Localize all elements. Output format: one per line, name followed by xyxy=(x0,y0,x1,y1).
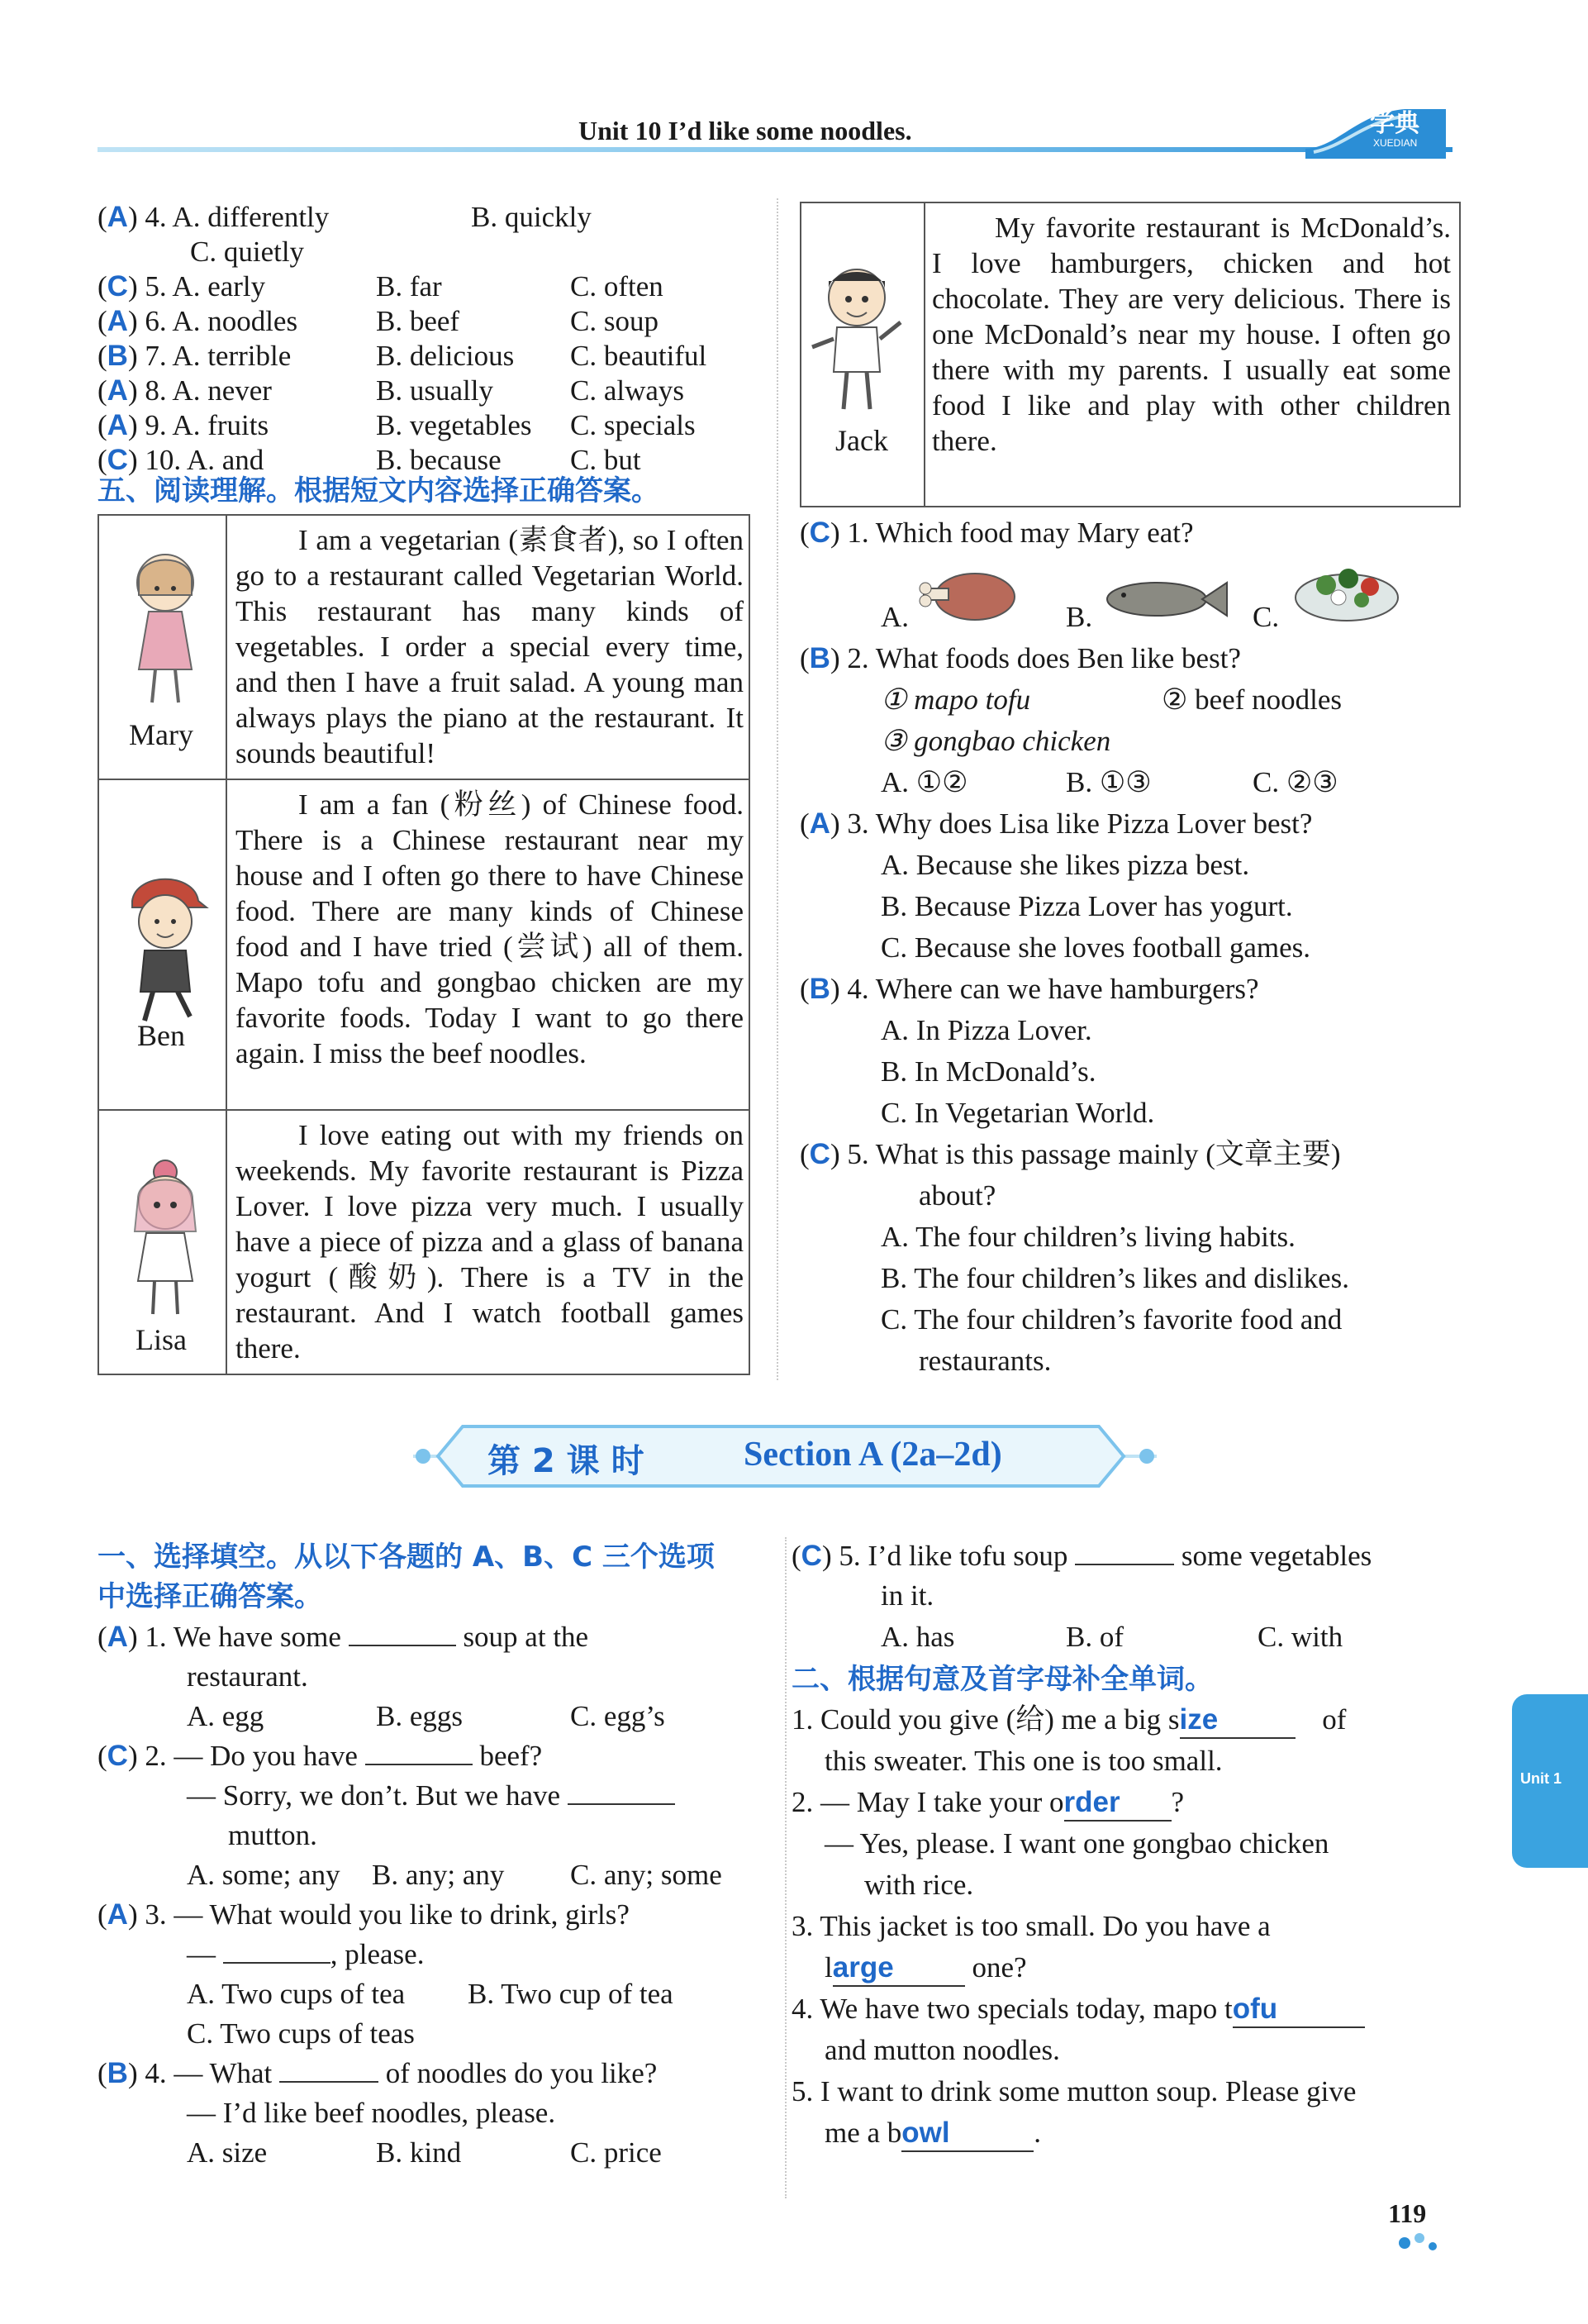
cloze-item-5-c: C. often xyxy=(570,270,663,302)
fill-q3-line2: large one? xyxy=(825,1950,1027,1987)
fill-q4-answer: ofu xyxy=(1233,1992,1365,2028)
cloze-item-10: (C) 10. A. and xyxy=(97,444,264,476)
cloze-item-6: (A) 6. A. noodles xyxy=(97,305,298,337)
part1-heading-1: 一、选择填空。从以下各题的 A、B、C 三个选项 xyxy=(97,1541,715,1574)
brand-sub: XUEDIAN xyxy=(1373,137,1418,149)
reading-q5-line2: about? xyxy=(919,1179,996,1212)
cloze-item-9: (A) 9. A. fruits xyxy=(97,409,269,441)
reading-q5-opt-b: B. The four children’s likes and dislikes. xyxy=(881,1262,1350,1294)
mc-q4-opt-b: B. kind xyxy=(376,2136,462,2169)
fill-q4-line2: and mutton noodles. xyxy=(825,2034,1060,2066)
cloze-item-4-c: C. quietly xyxy=(190,236,305,268)
cloze-item-7-c: C. beautiful xyxy=(570,340,707,372)
meat-icon xyxy=(917,564,1025,634)
reading-q4-opt-b: B. In McDonald’s. xyxy=(881,1055,1096,1088)
mc-q3-opt-a: A. Two cups of tea xyxy=(187,1978,406,2010)
passage-lisa: I love eating out with my friends on weekends. My favorite restaurant is Pizza Lover. I love pizza very much. I usually have a piece of pizza and a glass of banana yogurt (酸奶). There is a TV in the restaurant. And I watch football games there. xyxy=(235,1119,744,1364)
unit-side-tab xyxy=(1512,1694,1588,1868)
mc-q3-line2: — , please. xyxy=(187,1938,425,1970)
section-title: Section A (2a–2d) xyxy=(744,1436,1002,1474)
cloze-item-8-b: B. usually xyxy=(376,374,493,407)
mc-q2-opt-c: C. any; some xyxy=(570,1859,722,1891)
passage-jack: My favorite restaurant is McDonald’s. I love hamburgers, chicken and hot chocolate. They are very delicious. There is one McDonald’s near my house. I often go there with my parents. I usually eat some food I like and play with other children there. xyxy=(932,212,1451,457)
cloze-item-10-b: B. because xyxy=(376,444,502,476)
fill-q4: 4. We have two specials today, mapo tofu xyxy=(792,1992,1365,2028)
page-dots-icon xyxy=(1396,2223,1454,2260)
mc-q2: (C) 2. — Do you have beef? xyxy=(97,1740,543,1772)
jack-col-divider xyxy=(924,202,925,507)
cloze-item-4: (A) 4. A. differently xyxy=(97,201,330,233)
section-banner xyxy=(413,1420,1157,1493)
mary-illustration xyxy=(124,545,207,715)
cloze-item-9-b: B. vegetables xyxy=(376,409,532,441)
reading-q2-sub3: ③ gongbao chicken xyxy=(881,725,1111,757)
part5-heading: 五、阅读理解。根据短文内容选择正确答案。 xyxy=(97,474,659,507)
lesson-label: 第 2 课 时 xyxy=(487,1442,644,1480)
reading-q2-sub1: ① mapo tofu xyxy=(881,683,1031,716)
cloze-item-8: (A) 8. A. never xyxy=(97,374,272,407)
fill-q5: 5. I want to drink some mutton soup. Please give xyxy=(792,2075,1357,2107)
cloze-item-6-b: B. beef xyxy=(376,305,460,337)
brand-logo xyxy=(1305,98,1446,159)
reading-q5-opt-c: C. The four children’s favorite food and xyxy=(881,1303,1343,1336)
cloze-item-9-c: C. specials xyxy=(570,409,696,441)
cloze-item-10-c: C. but xyxy=(570,444,641,476)
reading-q4-opt-a: A. In Pizza Lover. xyxy=(881,1014,1092,1046)
reading-q1: (C) 1. Which food may Mary eat? xyxy=(800,517,1194,549)
mc-q1-opt-c: C. egg’s xyxy=(570,1700,665,1732)
cloze-item-5: (C) 5. A. early xyxy=(97,270,266,302)
reading-q2: (B) 2. What foods does Ben like best? xyxy=(800,642,1241,674)
mc-q5-opt-b: B. of xyxy=(1066,1621,1124,1653)
page-number: 119 xyxy=(1388,2198,1427,2228)
reading-q3: (A) 3. Why does Lisa like Pizza Lover best? xyxy=(800,807,1313,840)
reading-q1-opt-a: A. xyxy=(881,601,910,633)
table-row-divider-2 xyxy=(97,1109,750,1111)
mc-q1: (A) 1. We have some soup at the xyxy=(97,1621,589,1653)
column-divider-top xyxy=(777,198,778,1380)
reading-q3-opt-c: C. Because she loves football games. xyxy=(881,931,1311,964)
mc-q1-opt-a: A. egg xyxy=(187,1700,264,1732)
salad-icon xyxy=(1289,552,1405,631)
side-tab-label: Unit 1 xyxy=(1520,1770,1562,1787)
cloze-item-4-b: B. quickly xyxy=(471,201,592,233)
mc-q2-line2: — Sorry, we don’t. But we have xyxy=(187,1779,675,1813)
fill-q5-line2: me a bowl . xyxy=(825,2116,1041,2152)
person-name-jack: Jack xyxy=(835,424,888,457)
part1-heading-2: 中选择正确答案。 xyxy=(97,1580,322,1613)
person-name-ben: Ben xyxy=(137,1019,185,1052)
lisa-illustration xyxy=(120,1157,211,1326)
cloze-item-7: (B) 7. A. terrible xyxy=(97,340,292,372)
brand-name: 学典 xyxy=(1370,109,1419,138)
reading-q1-opt-c: C. xyxy=(1253,601,1280,633)
fish-icon xyxy=(1099,570,1231,632)
reading-q2-sub2: ② beef noodles xyxy=(1162,683,1342,716)
mc-q5: (C) 5. I’d like tofu soup some vegetables xyxy=(792,1540,1372,1572)
fill-q5-answer: owl xyxy=(901,2116,1034,2152)
passage-mary: I am a vegetarian (素食者), so I often go to a restaurant called Vegetarian World. This restaurant has many kinds of vegetables. I order a special every time, and then I have a fruit salad. A young man always plays the piano at the restaurant. It sounds beautiful! xyxy=(235,524,744,769)
fill-q2-line2: — Yes, please. I want one gongbao chicken xyxy=(825,1827,1329,1860)
fill-q2-line3: with rice. xyxy=(864,1869,974,1901)
mc-q2-opt-a: A. some; any xyxy=(187,1859,340,1891)
table-row-divider-1 xyxy=(97,779,750,780)
reading-q2-opt-c: C. ②③ xyxy=(1253,766,1338,798)
mc-q4: (B) 4. — What of noodles do you like? xyxy=(97,2057,658,2089)
person-name-lisa: Lisa xyxy=(136,1323,187,1356)
ben-illustration xyxy=(116,868,215,1029)
passage-ben: I am a fan (粉丝) of Chinese food. There is a Chinese restaurant near my house and I often go there to have Chinese food. There are many kinds of Chinese food and I have tried (尝试) all of them. Mapo tofu and gongbao chicken are my favorite foods. Today I want to go there again. I miss the beef noodles. xyxy=(235,788,744,1069)
reading-q5-opt-a: A. The four children’s living habits. xyxy=(881,1221,1296,1253)
reading-q2-opt-a: A. ①② xyxy=(881,766,968,798)
fill-q1-line2: this sweater. This one is too small. xyxy=(825,1745,1223,1777)
mc-q1-line2: restaurant. xyxy=(187,1660,308,1693)
fill-q2-answer: rder xyxy=(1064,1785,1172,1822)
reading-q5: (C) 5. What is this passage mainly (文章主要) xyxy=(800,1138,1341,1170)
reading-q5-opt-c-cont: restaurants. xyxy=(919,1345,1052,1377)
reading-q4-opt-c: C. In Vegetarian World. xyxy=(881,1097,1155,1129)
mc-q1-opt-b: B. eggs xyxy=(376,1700,463,1732)
mc-q3-opt-b: B. Two cup of tea xyxy=(468,1978,673,2010)
fill-q2: 2. — May I take your order ? xyxy=(792,1785,1184,1822)
mc-q4-line2: — I’d like beef noodles, please. xyxy=(187,2097,556,2129)
column-divider-bottom xyxy=(785,1537,787,2198)
mc-q4-opt-c: C. price xyxy=(570,2136,662,2169)
mc-q2-line3: mutton. xyxy=(228,1819,317,1851)
header-rule xyxy=(97,147,1452,152)
mc-q4-opt-a: A. size xyxy=(187,2136,268,2169)
mc-q5-opt-a: A. has xyxy=(881,1621,955,1653)
reading-q3-opt-b: B. Because Pizza Lover has yogurt. xyxy=(881,890,1293,922)
mc-q5-line2: in it. xyxy=(881,1579,934,1612)
fill-q3-answer: arge xyxy=(833,1950,965,1987)
reading-q1-opt-b: B. xyxy=(1066,601,1093,633)
cloze-item-7-b: B. delicious xyxy=(376,340,515,372)
reading-q4: (B) 4. Where can we have hamburgers? xyxy=(800,973,1259,1005)
reading-q3-opt-a: A. Because she likes pizza best. xyxy=(881,849,1250,881)
cloze-item-6-c: C. soup xyxy=(570,305,658,337)
table-col-divider xyxy=(226,514,227,1375)
fill-q3: 3. This jacket is too small. Do you have a xyxy=(792,1910,1271,1942)
reading-q2-opt-b: B. ①③ xyxy=(1066,766,1152,798)
mc-q2-opt-b: B. any; any xyxy=(372,1859,505,1891)
jack-illustration xyxy=(806,256,913,426)
mc-q5-opt-c: C. with xyxy=(1258,1621,1343,1653)
mc-q3-opt-c: C. Two cups of teas xyxy=(187,2017,415,2050)
cloze-item-8-c: C. always xyxy=(570,374,685,407)
cloze-item-5-b: B. far xyxy=(376,270,442,302)
fill-q1: 1. Could you give (给) me a big size of xyxy=(792,1703,1346,1739)
person-name-mary: Mary xyxy=(129,718,193,751)
fill-q1-answer: ize xyxy=(1180,1703,1296,1739)
mc-q3: (A) 3. — What would you like to drink, girls? xyxy=(97,1898,630,1931)
part2-heading: 二、根据句意及首字母补全单词。 xyxy=(792,1663,1213,1696)
unit-title: Unit 10 I’d like some noodles. xyxy=(578,116,912,145)
